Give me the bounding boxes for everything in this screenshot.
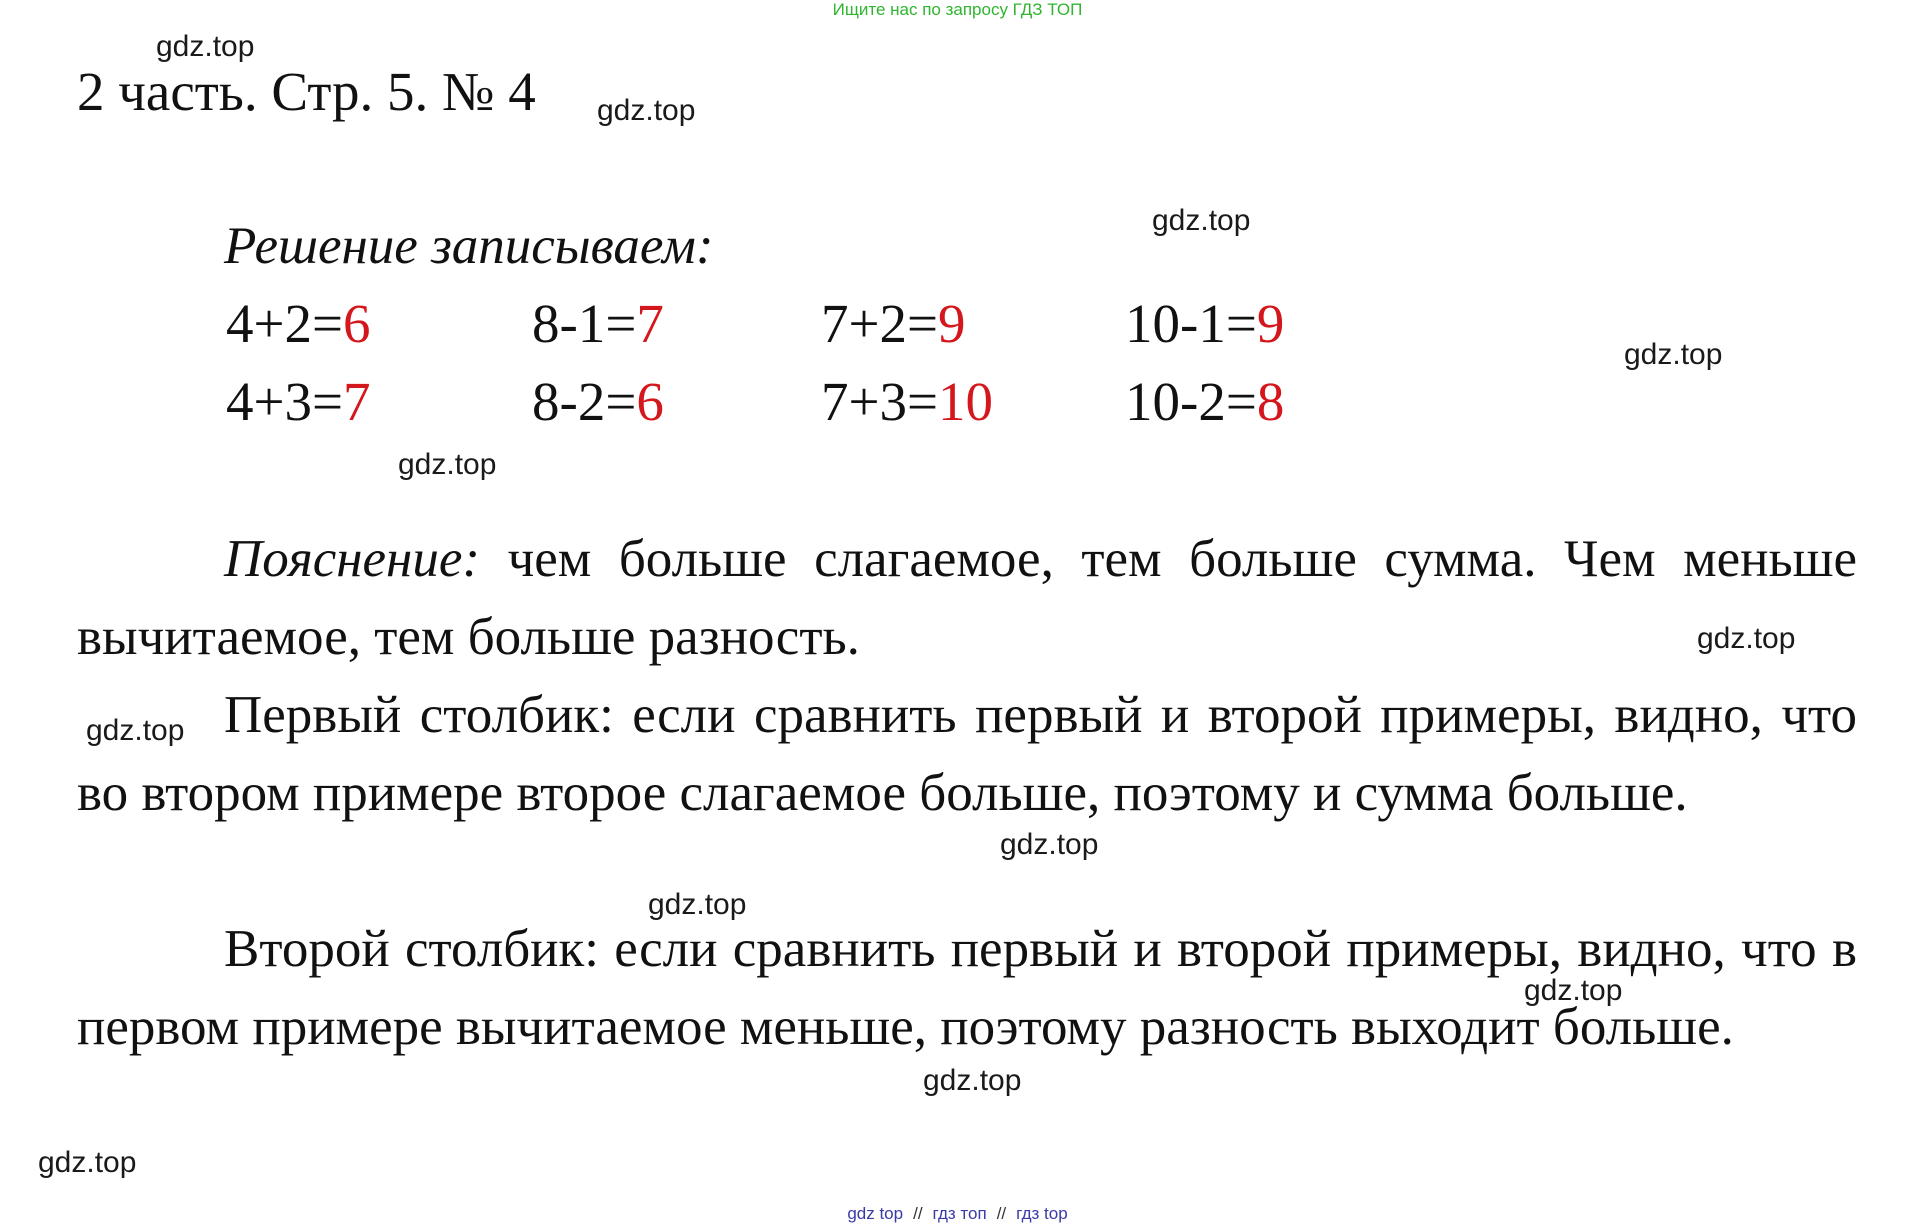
equation: 10-2=8 [1125, 371, 1285, 432]
watermark: gdz.top [156, 30, 255, 63]
equation: 8-2=6 [532, 371, 664, 432]
equation: 7+2=9 [821, 293, 966, 354]
footer-link[interactable]: гдз топ [932, 1204, 987, 1223]
equation: 4+2=6 [226, 293, 371, 354]
equation-answer: 10 [938, 371, 994, 432]
watermark: gdz.top [648, 888, 747, 921]
watermark: gdz.top [38, 1146, 137, 1179]
watermark: gdz.top [1524, 974, 1623, 1007]
paragraph-first-column: Первый столбик: если сравнить первый и второй примеры, видно, что во втором примере второе слагаемое больше, поэтому и сумма больше. [77, 686, 1857, 822]
equation: 8-1=7 [532, 293, 664, 354]
page-title: 2 часть. Стр. 5. № 4 [77, 61, 536, 122]
equation-answer: 6 [343, 293, 371, 354]
explanation-label: Пояснение: [224, 530, 481, 588]
equation-answer: 9 [1256, 293, 1285, 354]
watermark: gdz.top [1152, 204, 1251, 237]
watermark: gdz.top [923, 1064, 1022, 1097]
solution-label: Решение записываем: [224, 217, 714, 275]
equation-answer: 7 [636, 293, 664, 354]
watermark: gdz.top [1000, 828, 1099, 861]
watermark: gdz.top [1624, 338, 1723, 371]
watermark: gdz.top [398, 448, 497, 481]
explanation-paragraph: Пояснение: чем больше слагаемое, тем больше сумма. Чем меньше вычитаемое, тем больше разность. [77, 530, 1858, 666]
watermark: gdz.top [597, 94, 696, 127]
footer-link[interactable]: гдз top [1016, 1204, 1068, 1223]
equation-answer: 6 [636, 371, 664, 432]
footer-link[interactable]: gdz top [847, 1204, 904, 1223]
equation: 10-1=9 [1125, 293, 1285, 354]
watermark: gdz.top [1697, 622, 1796, 655]
equation-answer: 9 [938, 293, 966, 354]
equation-answer: 8 [1256, 371, 1285, 432]
watermark: gdz.top [86, 714, 185, 747]
equation: 4+3=7 [226, 371, 371, 432]
equation: 7+3=10 [821, 371, 994, 432]
footer-separator: // [913, 1204, 923, 1223]
equation-answer: 7 [343, 371, 371, 432]
paragraph-second-column: Второй столбик: если сравнить первый и второй примеры, видно, что в первом примере вычитаемое меньше, поэтому разность выходит больше. [77, 920, 1857, 1056]
header-banner: Ищите нас по запросу ГДЗ ТОП [832, 0, 1083, 19]
footer-links [0, 1204, 1915, 1224]
footer-separator: // [996, 1204, 1007, 1223]
